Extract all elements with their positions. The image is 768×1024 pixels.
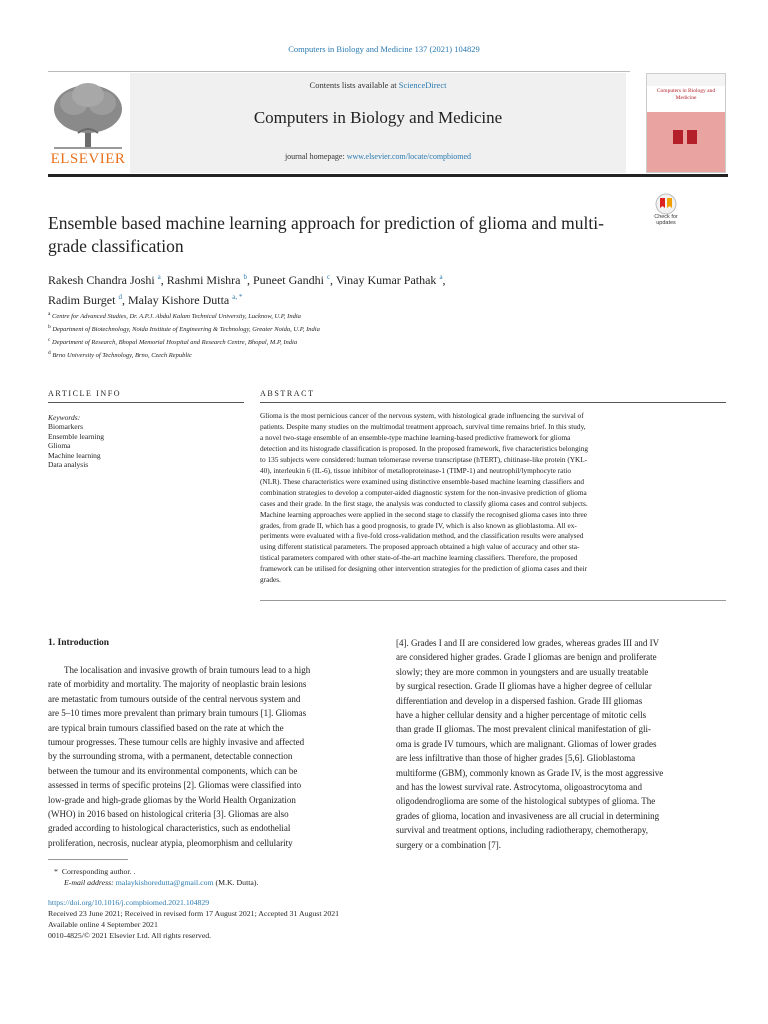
author[interactable]: Radim Burget $^d$	[48, 293, 122, 307]
body-line: grades of glioma, location and invasiveness are all crucial in determining	[396, 810, 660, 821]
journal-citation-link[interactable]: Computers in Biology and Medicine 137 (2021) 104829	[288, 44, 480, 54]
check-for-updates-badge[interactable]	[646, 192, 686, 232]
abstract-line: using different statistical parameters. The proposed approach obtained a high value of accuracy and other sta-	[260, 542, 580, 552]
abstract-rule	[260, 402, 726, 403]
header-rule	[48, 71, 630, 72]
check-updates-icon	[646, 192, 686, 232]
contents-line	[130, 80, 626, 90]
abstract-line: 40), interleukin 6 (IL-6), tissue inhibitor of metalloproteinase-1 (TIMP-1) and neutrophil/lymphocyte ratio	[260, 465, 572, 475]
homepage-prefix: journal homepage:	[284, 152, 347, 161]
email-note: E-mail address: malaykishoredutta@gmail.com (M.K. Dutta).	[64, 878, 259, 887]
body-line: are 5–10 times more prevalent than primary brain tumours [1]. Gliomas	[48, 708, 307, 719]
right-column-text	[396, 636, 719, 852]
email-link[interactable]: malaykishoredutta@gmail.com	[115, 878, 214, 887]
affiliation: $^b$ Department of Biotechnology, Noida Institute of Engineering & Technology, Greater Noida, U.P, India	[48, 324, 320, 334]
doi-link[interactable]: https://doi.org/10.1016/j.compbiomed.2021.104829	[48, 898, 210, 907]
left-column-text	[48, 663, 372, 850]
body-line: surgery or a combination [7].	[396, 839, 502, 850]
cover-title: Computers in Biology and Medicine	[656, 88, 716, 101]
article-title: Ensemble based machine learning approach for prediction of glioma and multi-grade classification	[48, 213, 604, 256]
affiliation: $^a$ Centre for Advanced Studies, Dr. A.P.J. Abdul Kalam Technical University, Lucknow, U.P, India	[48, 311, 301, 321]
header-thick-rule	[48, 174, 728, 177]
affiliation: $^d$ Brno University of Technology, Brno, Czech Republic	[48, 350, 192, 360]
keyword: Biomarkers	[48, 422, 83, 432]
publisher-name: ELSEVIER	[50, 151, 126, 167]
abstract-line: grades, from grade II, which has a good prognosis, to grade IV, which is also known as glioblastoma. All ex-	[260, 520, 577, 530]
body-line: multiforme (GBM), commonly known as Grade IV, is the most aggressive	[396, 767, 664, 778]
article-info-rule	[48, 402, 244, 403]
homepage-line	[130, 152, 626, 161]
cover-art-block	[687, 130, 697, 144]
contents-prefix: Contents lists available at	[309, 80, 399, 90]
body-line: (WHO) in 2016 based on histological criteria [3]. Gliomas are also	[48, 809, 289, 820]
body-line: oma is grade IV tumours, which are malignant. Gliomas of lower grades	[396, 738, 657, 749]
received-dates: Received 23 June 2021; Received in revised form 17 August 2021; Accepted 31 August 2021	[48, 909, 340, 918]
keyword: Glioma	[48, 441, 71, 451]
keywords-label: Keywords:	[48, 413, 81, 422]
keyword: Ensemble learning	[48, 431, 105, 441]
abstract-line: framework can be utilised for designing other intervention strategies for the prediction of glioma cases and their	[260, 564, 588, 574]
author[interactable]: Vinay Kumar Pathak $^a$	[335, 273, 443, 287]
keyword: Machine learning	[48, 450, 101, 460]
body-line: than grade II gliomas. The most prevalent clinical manifestation of gli-	[396, 724, 652, 735]
author-list: Rakesh Chandra Joshi $^a$, Rashmi Mishra $^b$, Puneet Gandhi $^c$, Vinay Kumar Pathak $^a$, Radim Burget $^d$, Malay Kishore Dutta $^{a, *}$	[48, 273, 446, 307]
body-line: assessed in terms of specific proteins [2]. Gliomas were classified into	[48, 780, 302, 791]
affiliation: $^c$ Department of Research, Bhopal Memorial Hospital and Research Centre, Bhopal, M.P, India	[48, 337, 298, 347]
body-line: slowly; they are more common in youngsters and are usually treatable	[396, 666, 649, 677]
body-line: and has the lowest survival rate. Astrocytoma, oligoastrocytoma and	[396, 782, 642, 793]
abstract-heading: ABSTRACT	[260, 389, 315, 398]
abstract-line: combination strategies to develop a computer-aided diagnostic system for the non-invasive prediction of glioma	[260, 487, 587, 497]
author[interactable]: Rakesh Chandra Joshi $^a$	[48, 273, 161, 287]
footnotes	[48, 866, 258, 888]
cover-art-block	[673, 130, 683, 144]
available-online: Available online 4 September 2021	[48, 920, 158, 929]
homepage-link[interactable]: www.elsevier.com/locate/compbiomed	[346, 152, 472, 161]
abstract-line: periments were evaluated with a five-fold cross-validation method, and the classification results were analysed	[260, 531, 584, 541]
body-line: by the surrounding stroma, with a permanent, detectable connection	[48, 751, 293, 762]
keywords-block	[48, 413, 104, 469]
body-line: tumour progresses. These tumour cells are highly invasive and affected	[48, 737, 305, 748]
author[interactable]: Malay Kishore Dutta $^{a, *}$	[127, 293, 243, 307]
body-line: proliferation, necrosis, nuclear atypia, pleomorphism and cellularity	[48, 837, 293, 848]
abstract-line: tistical parameters compared with other state-of-the-art machine learning classifiers. Therefore, the proposed	[260, 553, 578, 563]
author[interactable]: Rashmi Mishra $^b$	[166, 273, 247, 287]
publication-info	[48, 897, 339, 941]
section-heading-introduction: 1. Introduction	[48, 638, 110, 648]
author[interactable]: Puneet Gandhi $^c$	[252, 273, 331, 287]
cover-top-band	[647, 74, 725, 86]
body-line: are typical brain tumours classified based on the rate at which the	[48, 722, 284, 733]
copyright: 0010-4825/© 2021 Elsevier Ltd. All rights reserved.	[48, 931, 212, 940]
article-info-heading: ARTICLE INFO	[48, 389, 122, 398]
keyword: Data analysis	[48, 460, 89, 470]
footnote-rule	[48, 859, 128, 860]
affiliations	[48, 309, 648, 362]
body-line: rate of morbidity and mortality. The majority of neoplastic brain lesions	[48, 679, 307, 690]
body-line: oligodendroglioma are some of the histological subtypes of glioma. The	[396, 796, 656, 807]
abstract-line: patients. Despite many studies on the multimodal treatment approach, survival time remains brief. In this study,	[260, 421, 586, 431]
abstract-text	[260, 411, 720, 586]
abstract-line: to 135 subjects were considered: human telomerase reverse transcriptase (hTERT), chitinase-like protein (YKL-	[260, 454, 588, 464]
abstract-line: cases and their grade. In the first stage, the analysis was conducted to classify glioma cases and control subjects.	[260, 498, 588, 508]
body-line: between the tumour and its environmental components, which can be	[48, 765, 298, 776]
body-line: are metastatic from tumours outside of the central nervous system and	[48, 693, 301, 704]
abstract-line: a novel two-stage ensemble of an ensemble-type machine learning-based predictive framework for glioma	[260, 432, 571, 442]
journal-title: Computers in Biology and Medicine	[253, 108, 503, 127]
body-line: are less infiltrative than those of higher grades [5,6]. Glioblastoma	[396, 753, 636, 764]
abstract-line: grades.	[260, 575, 281, 585]
cover-art	[647, 112, 725, 172]
elsevier-logo[interactable]	[48, 73, 128, 173]
abstract-line: detection and its histograde classification is proposed. In the proposed framework, five characteristics belonging	[260, 443, 589, 453]
body-line: The localisation and invasive growth of brain tumours lead to a high	[64, 665, 311, 675]
corresponding-author-note: * Corresponding author. .	[54, 867, 136, 876]
abstract-line: Glioma is the most pernicious cancer of the nervous system, with histological grade influencing the survival of	[260, 411, 584, 420]
journal-cover[interactable]	[646, 73, 726, 173]
abstract-line: (NLR). These characteristics were examined using distinctive ensemble-based machine learning classifiers and	[260, 476, 585, 486]
body-line: low-grade and high-grade gliomas by the World Health Organization	[48, 794, 296, 805]
body-line: are considered higher grades. Grade I gliomas are benign and proliferate	[396, 652, 657, 663]
abstract-bottom-rule	[260, 600, 726, 601]
body-line: by surgical resection. Grade II gliomas have a higher degree of cellular	[396, 681, 652, 692]
body-line: differentiation and develop in a dispersed fashion. Grade III gliomas	[396, 695, 643, 706]
abstract-line: Machine learning approaches were applied in the second stage to classify the recognised glioma cases into three	[260, 509, 588, 519]
check-updates-label: Check for updates	[654, 214, 678, 226]
sciencedirect-link[interactable]: ScienceDirect	[398, 80, 447, 90]
body-line: [4]. Grades I and II are considered low grades, whereas grades III and IV	[396, 638, 660, 648]
body-line: graded according to histological characteristics, such as endothelial	[48, 823, 291, 834]
body-line: have a higher cellular density and a higher percentage of mitotic cells	[396, 710, 647, 721]
body-line: survival and treatment options, including radiotherapy, chemotherapy,	[396, 825, 649, 836]
